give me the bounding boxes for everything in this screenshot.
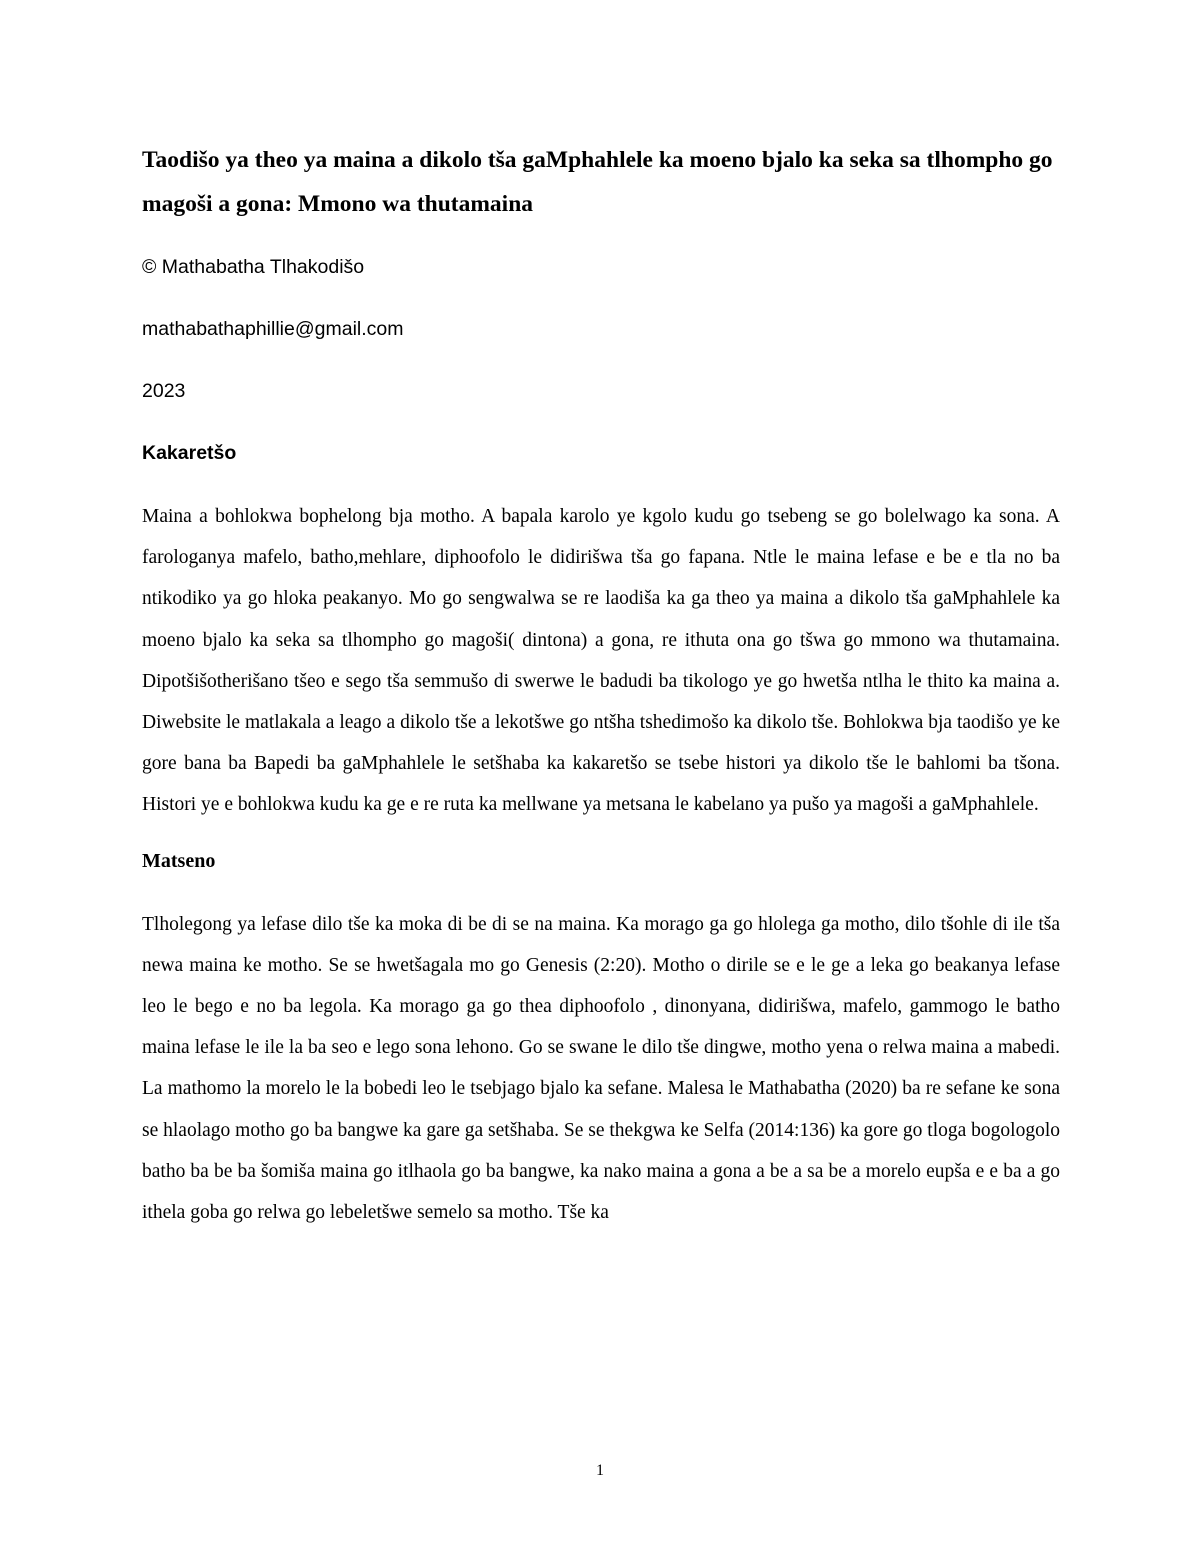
publication-year: 2023	[142, 380, 186, 402]
page-number: 1	[596, 1462, 604, 1479]
abstract-paragraph: Maina a bohlokwa bophelong bja motho. A bapala karolo ye kgolo kudu go tsebeng se go bolelwago ka sona. A farologanya mafelo, batho,mehlare, diphoofolo le didirišwa tša go fapana. Ntle le maina lefase e be e tla no ba ntikodiko ya go hloka peakanyo. Mo go sengwalwa se re laodiša ka ga theo ya maina a dikolo tša gaMphahlele ka moeno bjalo ka seka sa tlhompho go magoši( dintona) a gona, re ithuta ona go tšwa go mmono wa thutamaina. Dipotšišotherišano tšeo e sego tša semmušo di swerwe le badudi ba tikologo ye go hwetša ntlha le thito ka maina a. Diwebsite le matlakala a leago a dikolo tše a lekotšwe go ntšha tshedimošo ka dikolo tše. Bohlokwa bja taodišo ye ke gore bana ba Bapedi ba gaMphahlele le setšhaba ka kakaretšo se tsebe histori ya dikolo tše le bahlomi ba tšona. Histori ye e bohlokwa kudu ka ge e re ruta ka mellwane ya metsana le kabelano ya pušo ya magoši a gaMphahlele.	[142, 506, 1060, 816]
page-content	[142, 138, 1060, 1255]
author-email: mathabathaphillie@gmail.com	[142, 318, 404, 340]
paper-title: Taodišo ya theo ya maina a dikolo tša gaMphahlele ka moeno bjalo ka seka sa tlhompho go magoši a gona: Mmono wa thutamaina	[142, 147, 1053, 217]
author-line: © Mathabatha Tlhakodišo	[142, 256, 365, 278]
abstract-heading: Kakaretšo	[142, 442, 237, 464]
introduction-heading: Matseno	[142, 849, 216, 872]
introduction-paragraph: Tlholegong ya lefase dilo tše ka moka di be di se na maina. Ka morago ga go hlolega ga motho, dilo tšohle di ile tša newa maina ke motho. Se se hwetšagala mo go Genesis (2:20). Motho o dirile se e le ge a leka go beakanya lefase leo le bego e no ba legola. Ka morago ga go thea diphoofolo , dinonyana, didirišwa, mafelo, gammogo le batho maina lefase le ile la ba seo e lego sona lehono. Go se swane le dilo tše dingwe, motho yena o relwa maina a mabedi. La mathomo la morelo le la bobedi leo le tsebjago bjalo ka sefane. Malesa le Mathabatha (2020) ba re sefane ke sona se hlaolago motho go ba bangwe ka gare ga setšhaba. Se se thekgwa ke Selfa (2014:136) ka gore go tloga bogologolo batho ba be ba šomiša maina go itlhaola go ba bangwe, ka nako maina a gona a be a sa be a morelo eupša e e ba a go ithela goba go relwa go lebeletšwe semelo sa motho. Tše ka	[142, 913, 1060, 1224]
